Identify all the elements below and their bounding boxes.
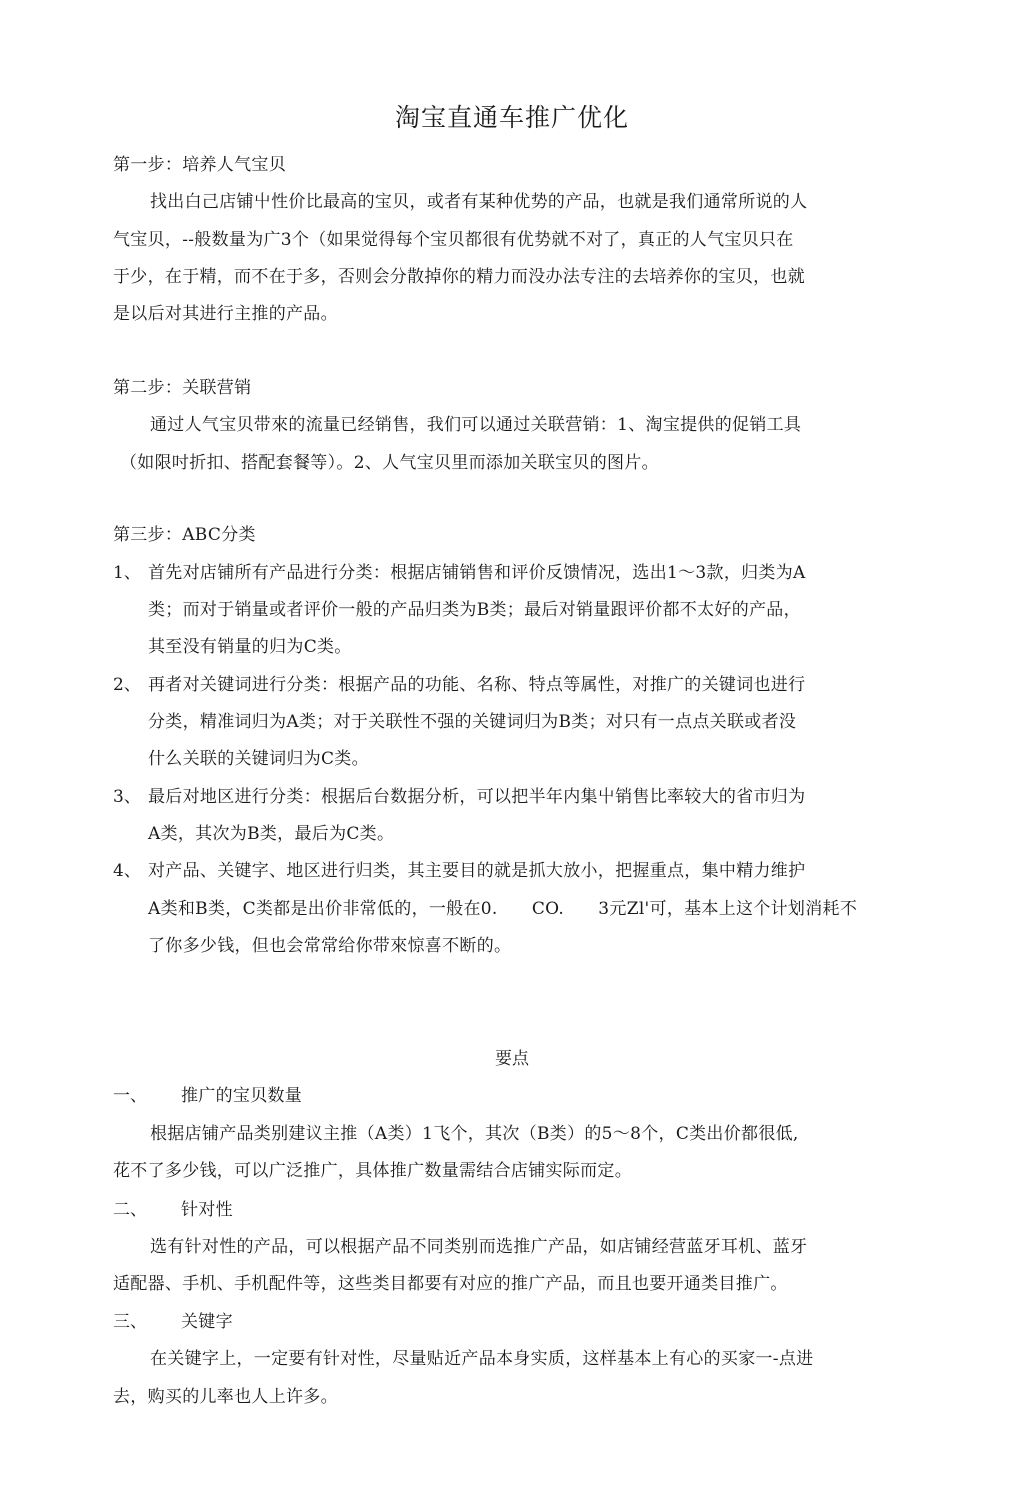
section-line: 根据店铺产品类别建议主推（A类）1飞个，其次（B类）的5～8个，C类出价都很低, [150, 1124, 799, 1144]
list-item-line: 了你多少钱，但也会常常给你带來惊喜不断的。 [148, 936, 512, 956]
list-number: 2、 [113, 675, 141, 695]
section-line: 在关键字上，一定要有针对性，尽量贴近产品本身实质，这样基本上有心的买家一-点进 [150, 1349, 814, 1369]
step2-line: （如限吋折扣、搭配套餐等）。2、人气宝贝里而添加关联宝贝的图片。 [120, 453, 659, 473]
list-number: 1、 [113, 563, 141, 583]
section-line: 去，购买的儿率也人上许多。 [113, 1387, 338, 1407]
step3-heading: 第三步：ABC分类 [113, 525, 256, 545]
step1-line: 于少，在于精，而不在于多，否则会分散掉你的精力而没办法专注的去培养你的宝贝，也就 [113, 267, 805, 287]
list-number: 3、 [113, 787, 141, 807]
step1-line: 气宝贝，--般数量为广3个（如果觉得每个宝贝都很有优势就不对了，真正的人气宝贝只在 [113, 230, 794, 250]
step2-heading: 第二步：关联营销 [113, 378, 252, 398]
section-title: 关键字 [181, 1312, 233, 1332]
list-item-line: 类；而对于销量或者评价一般的产品归类为B类；最后对销量跟评价都不太好的产品， [148, 600, 801, 620]
section-number: 二、 [113, 1200, 147, 1220]
step1-line: 找出白己店铺屮性价比最高的宝贝，或者有某种优势的产品，也就是我们通常所说的人 [150, 192, 808, 212]
section-line: 适配器、手机、手机配件等，这些类目都要有对应的推广产品，而且也要开通类目推广。 [113, 1274, 788, 1294]
list-item-line: 最后对地区进行分类：根据后台数据分析，可以把半年内集屮销售比率较大的省市归为 [148, 787, 806, 807]
list-item-line: A类，其次为B类，最后为C类。 [148, 824, 395, 844]
list-item-line: 再者对关键词进行分类：根据产品的功能、名称、特点等属性，对推广的关键词也进行 [148, 675, 806, 695]
list-number: 4、 [113, 861, 141, 881]
document-title: 淘宝直通车推广优化 [394, 103, 629, 132]
list-item-line: 其至没有销量的归为C类。 [148, 637, 352, 657]
step1-line: 是以后对其进行主推的产品。 [113, 304, 338, 324]
section-title: 针对性 [181, 1200, 233, 1220]
section-line: 花不了多少钱，可以广泛推广，具体推广数量需结合店铺实际而定。 [113, 1161, 632, 1181]
list-item-line: A类和B类，C类都是出价非常低的，一般在0. CO. 3元Zl'可，基本上这个计划消耗不 [148, 899, 858, 919]
section-number: 三、 [113, 1312, 147, 1332]
section-line: 选有针对性的产品，可以根据产品不同类别而选推广产品，如店铺经营蓝牙耳机、蓝牙 [150, 1237, 808, 1257]
list-item-line: 对产品、关键字、地区进行归类，其主要目的就是抓大放小，把握重点，集中精力维护 [148, 861, 806, 881]
keypoints-heading: 要点 [495, 1049, 529, 1069]
list-item-line: 分类，精准词归为A类；对于关联性不强的关键词归为B类；对只有一点点关联或者没 [148, 712, 797, 732]
section-title: 推广的宝贝数量 [181, 1086, 303, 1106]
section-number: 一、 [113, 1086, 147, 1106]
list-item-line: 首先对店铺所有产品进行分类：根据店铺销售和评价反馈情况，选出1～3款，归类为A [148, 563, 806, 583]
step2-line: 通过人气宝贝带來的流量已经销售，我们可以通过关联营销：1、淘宝提供的促销工具 [150, 415, 802, 435]
step1-heading: 第一步：培养人气宝贝 [113, 155, 286, 175]
list-item-line: 什么关联的关键词归为C类。 [148, 749, 369, 769]
